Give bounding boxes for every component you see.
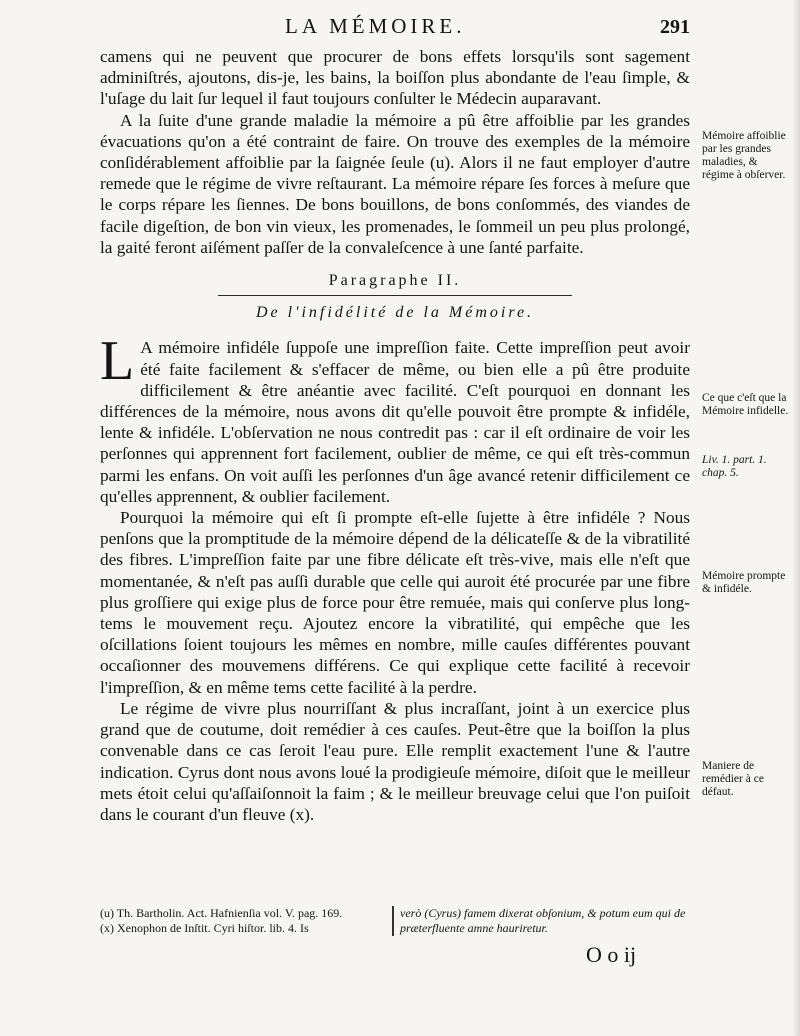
paragraph-4: Pourquoi la mémoire qui eſt ſi prompte eſt-elle ſujette à être infidéle ? Nous penſons que la promptitude de la mémoire dépend de la délicateſſe & de la vibratilité des fibres. L'impreſſion faite par une fibre délicate eſt très-vive, mais elle n'eſt que momentanée, & n'eſt pas auſſi durable que celle qui auroit été procurée par une fibre plus groſſiere qui exige plus de force pour être remuée, mais qui conſerve plus long-tems le mouvement reçu. Ajoutez encore la vibratilité, qui empêche que les oſcillations ſoient toujours les mêmes en nombre, mille cauſes différentes pouvant occaſionner des mouvemens différens. Ce qui explique cette facilité à recevoir l'impreſſion, & en même tems cette facilité à la perdre. [100, 508, 690, 697]
footnote-continuation: verò (Cyrus) famem dixerat obſonium, & potum eum qui de præterfluente amne hauriretur. [392, 906, 690, 936]
page-number: 291 [660, 16, 690, 38]
heading-rule [218, 295, 572, 296]
page-header [100, 14, 690, 42]
paragraph-5: Le régime de vivre plus nourriſſant & plus incraſſant, joint à un exercice plus grand que de coutume, doit remédier à ces cauſes. Peut-être que la boiſſon la plus convenable dans ce cas ſeroit l'eau pure. Elle remplit exactement l'une & l'autre indication. Cyrus dont nous avons loué la prodigieuſe mémoire, diſoit que le meilleur mets étoit celui qu'aſſaiſonnoit la faim ; & le meilleur breuvage celui que l'on puiſoit dans le courant d'un fleuve (x). [100, 698, 690, 824]
section-subheading: De l'infidélité de la Mémoire. [255, 304, 535, 322]
margin-note-4: Mémoire prompte & infidéle. [702, 570, 786, 595]
paragraph-2: A la ſuite d'une grande maladie la mémoire a pû être affoiblie par les grandes évacuations qu'on a été contraint de faire. On trouve des exemples de la mémoire conſidérablement affoiblie par la ſaignée ſeule (u). Alors il ne faut employer d'autre remede que le régime de vivre reſtaurant. La mémoire répare ſes forces à meſure que le corps répare les ſiennes. De bons bouillons, de bons conſommés, des viandes de facile digeſtion, de bon vin vieux, les promenades, le ſommeil un peu plus prolongé, la gaité feront aiſément paſſer de la convaleſcence à une ſanté parfaite. [100, 110, 690, 257]
main-text [100, 46, 690, 825]
footnote-u: (u) Th. Bartholin. Act. Hafnienſia vol. V. pag. 169. [100, 906, 343, 920]
footnotes-left [100, 906, 392, 936]
margin-note-5: Maniere de remédier à ce défaut. [702, 760, 764, 798]
running-head: LA MÉMOIRE. [285, 14, 466, 38]
paragraph-3 [100, 330, 690, 507]
paragraph-1: camens qui ne peuvent que procurer de bons effets lorsqu'ils sont sagement adminiſtrés, ajoutons, dis-je, les bains, la boiſſon plus abondante de l'eau ſimple, & l'uſage du lait ſur lequel il faut toujours conſulter le Médecin auparavant. [100, 47, 690, 109]
signature-mark: O o ij [586, 942, 637, 967]
footnote-x: (x) Xenophon de Inſtit. Cyri hiſtor. lib. 4. Is [100, 921, 309, 935]
page-edge-shadow [792, 0, 800, 1036]
section-heading: Paragraphe II. [328, 272, 462, 290]
footnotes [100, 906, 690, 936]
margin-note-1: Mémoire affoiblie par les grandes maladies, & régime à obſerver. [702, 130, 786, 181]
drop-cap: L [100, 330, 135, 393]
margin-note-2: Ce que c'eſt que la Mémoire infidelle. [702, 392, 789, 417]
paragraph-3-text: A mémoire infidéle ſuppoſe une impreſſion faite. Cette impreſſion peut avoir été faite facilement & s'effacer de même, ou bien elle a pû être produite difficilement & être anéantie avec facilité. C'eſt pourquoi en donnant les différences de la mémoire, nous avons dit qu'elle pouvoit être prompte & infidéle, lente & infidéle. L'obſervation ne nous contredit pas : car il eſt ordinaire de voir les perſonnes qui apprennent fort facilement, oublier de même, ce qui eſt très-commun parmi les enfans. On voit auſſi les perſonnes d'un âge avancé retenir difficilement ce qu'elles apprennent, & oublier facilement. [100, 338, 690, 506]
margin-note-3: Liv. 1. part. 1. chap. 5. [702, 454, 767, 479]
